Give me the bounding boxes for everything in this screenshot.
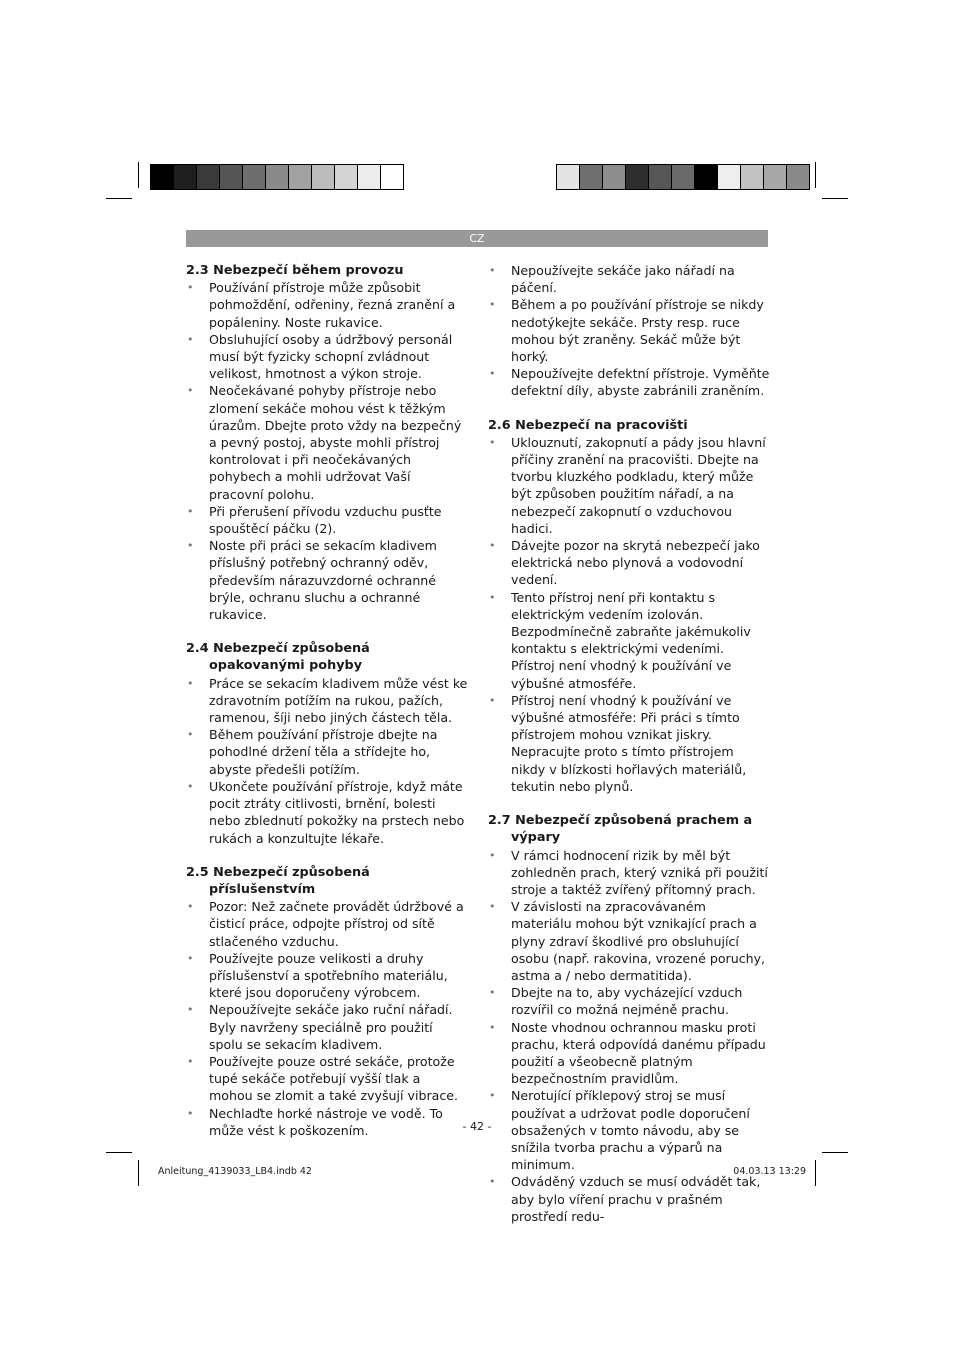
bullet-list [488,262,770,400]
section-title: 2.7 Nebezpečí způsobená prachem a výpary [488,813,753,846]
color-swatch [174,165,197,189]
color-swatch [741,165,764,189]
color-swatch [266,165,289,189]
color-swatch [695,165,718,189]
page-number: - 42 - [462,1120,492,1133]
crop-mark [822,1152,848,1153]
color-swatch [381,165,403,189]
bullet-list [488,434,770,795]
color-swatch [672,165,695,189]
list-item: • Používejte pouze velikosti a druhy příslušenství a spotřebního materiálu, které jsou doporučeny výrobcem. [186,950,468,1002]
section-title: 2.3 Nebezpečí během provozu [186,263,404,278]
footer-file: Anleitung_4139033_LB4.indb 42 [158,1166,312,1177]
list-item: • Nepoužívejte sekáče jako nářadí na páčení. [488,262,770,296]
list-item: • Dbejte na to, aby vycházející vzduch rozvířil co možná nejméně prachu. [488,984,770,1018]
color-swatch [787,165,809,189]
section [488,417,770,795]
list-item: • Neočekávané pohyby přístroje nebo zlomení sekáče mohou vést k těžkým úrazům. Dbejte proto vždy na bezpečný a pevný postoj, abyste mohli přístroj kontrolovat i při neočekávaných pohybech a mohli udržovat Vaší pracovní polohu. [186,382,468,502]
crop-mark [106,198,132,199]
list-item: • Přístroj není vhodný k používání ve výbušné atmosféře: Při práci s tímto přístrojem mohou vznikat jiskry. Nepracujte proto s tímto přístrojem nikdy v blízkosti hořlavých materiálů, tekutin nebo plynů. [488,692,770,795]
color-swatch [197,165,220,189]
list-item: • Pozor: Než začnete provádět údržbové a čisticí práce, odpojte přístroj od sítě stlačeného vzduchu. [186,898,468,950]
list-item: • Během používání přístroje dbejte na pohodlné držení těla a střídejte ho, abyste předešli potížím. [186,726,468,778]
color-swatch [151,165,174,189]
crop-mark [138,1160,139,1186]
list-item: • V rámci hodnocení rizik by měl být zohledněn prach, který vzniká při použití stroje a taktéž zvířený přítomný prach. [488,847,770,899]
list-item: • Nepoužívejte defektní přístroje. Vyměňte defektní díly, abyste zabránili zraněním. [488,365,770,399]
bullet-list [488,847,770,1225]
list-item: • Tento přístroj není při kontaktu s elektrickým vedením izolován. Bezpodmínečně zabraňte jakémukoliv kontaktu s elektrickými vedeními. Přístroj není vhodný k používání ve výbušné atmosféře. [488,589,770,692]
section [488,262,770,400]
list-item: • Odváděný vzduch se musí odvádět tak, aby bylo víření prachu v prašném prostředí redu- [488,1173,770,1225]
color-swatch [335,165,358,189]
bullet-list [186,279,468,623]
color-bar-left [150,164,404,190]
list-item: • Používání přístroje může způsobit pohmoždění, odřeniny, řezná zranění a popáleniny. Noste rukavice. [186,279,468,331]
color-swatch [718,165,741,189]
list-item: • V závislosti na zpracovávaném materiálu mohou být vznikající prach a plyny zdraví škodlivé pro obsluhující osobu (např. rakovina, vrozené poruchy, astma a / nebo dermatitida). [488,898,770,984]
color-swatch [358,165,381,189]
color-swatch [312,165,335,189]
color-swatch [557,165,580,189]
list-item: • Nechlaďte horké nástroje ve vodě. To může vést k poškozením. [186,1105,468,1139]
right-column [488,262,770,1225]
list-item: • Práce se sekacím kladivem může vést ke zdravotním potížím na rukou, pažích, ramenou, šíji nebo jiných částech těla. [186,675,468,727]
section [186,640,468,846]
color-bar-right [556,164,810,190]
section [186,262,468,623]
list-item: • Nepoužívejte sekáče jako ruční nářadí. Byly navrženy speciálně pro použití spolu se sekacím kladivem. [186,1001,468,1053]
color-swatch [626,165,649,189]
crop-mark [106,1152,132,1153]
crop-mark [138,162,139,188]
color-swatch [764,165,787,189]
crop-mark [815,1160,816,1186]
color-swatch [243,165,266,189]
list-item: • Noste vhodnou ochrannou masku proti prachu, která odpovídá danému případu použití a všeobecně platným bezpečnostním pravidlům. [488,1019,770,1088]
color-swatch [289,165,312,189]
crop-mark [815,162,816,188]
list-item: • Uklouznutí, zakopnutí a pády jsou hlavní příčiny zranění na pracovišti. Dbejte na tvorbu kluzkého podkladu, který může být způsoben použitím nářadí, a na nebezpečí zakopnutí o vzduchovou hadici. [488,434,770,537]
list-item: • Noste při práci se sekacím kladivem příslušný potřebný ochranný oděv, především nárazuvzdorné ochranné brýle, ochranu sluchu a ochranné rukavice. [186,537,468,623]
crop-mark [822,198,848,199]
color-swatch [220,165,243,189]
section [186,864,468,1139]
color-swatch [580,165,603,189]
list-item: • Obsluhující osoby a údržbový personál musí být fyzicky schopní zvládnout velikost, hmotnost a výkon stroje. [186,331,468,383]
list-item: • Nerotující příklepový stroj se musí používat a udržovat podle doporučení obsažených v tomto návodu, aby se snížila tvorba prachu a výparů na minimum. [488,1087,770,1173]
list-item: • Používejte pouze ostré sekáče, protože tupé sekáče potřebují vyšší tlak a mohou se zlomit a také zvyšují vibrace. [186,1053,468,1105]
bullet-list [186,898,468,1139]
left-column [186,262,468,1139]
list-item: • Ukončete používání přístroje, když máte pocit ztráty citlivosti, brnění, bolesti nebo zblednutí pokožky na prstech nebo rukách a konzultujte lékaře. [186,778,468,847]
footer-datetime: 04.03.13 13:29 [733,1166,806,1177]
section-title: 2.4 Nebezpečí způsobená opakovanými pohyby [186,641,370,674]
color-swatch [603,165,626,189]
bullet-list [186,675,468,847]
section-title: 2.5 Nebezpečí způsobená příslušenstvím [186,864,370,897]
list-item: • Při přerušení přívodu vzduchu pusťte spouštěcí páčku (2). [186,503,468,537]
section-title: 2.6 Nebezpečí na pracovišti [488,417,688,433]
language-header: CZ [186,230,768,247]
list-item: • Během a po používání přístroje se nikdy nedotýkejte sekáče. Prsty resp. ruce mohou být zraněny. Sekáč může být horký. [488,296,770,365]
section [488,812,770,1225]
color-swatch [649,165,672,189]
list-item: • Dávejte pozor na skrytá nebezpečí jako elektrická nebo plynová a vodovodní vedení. [488,537,770,589]
